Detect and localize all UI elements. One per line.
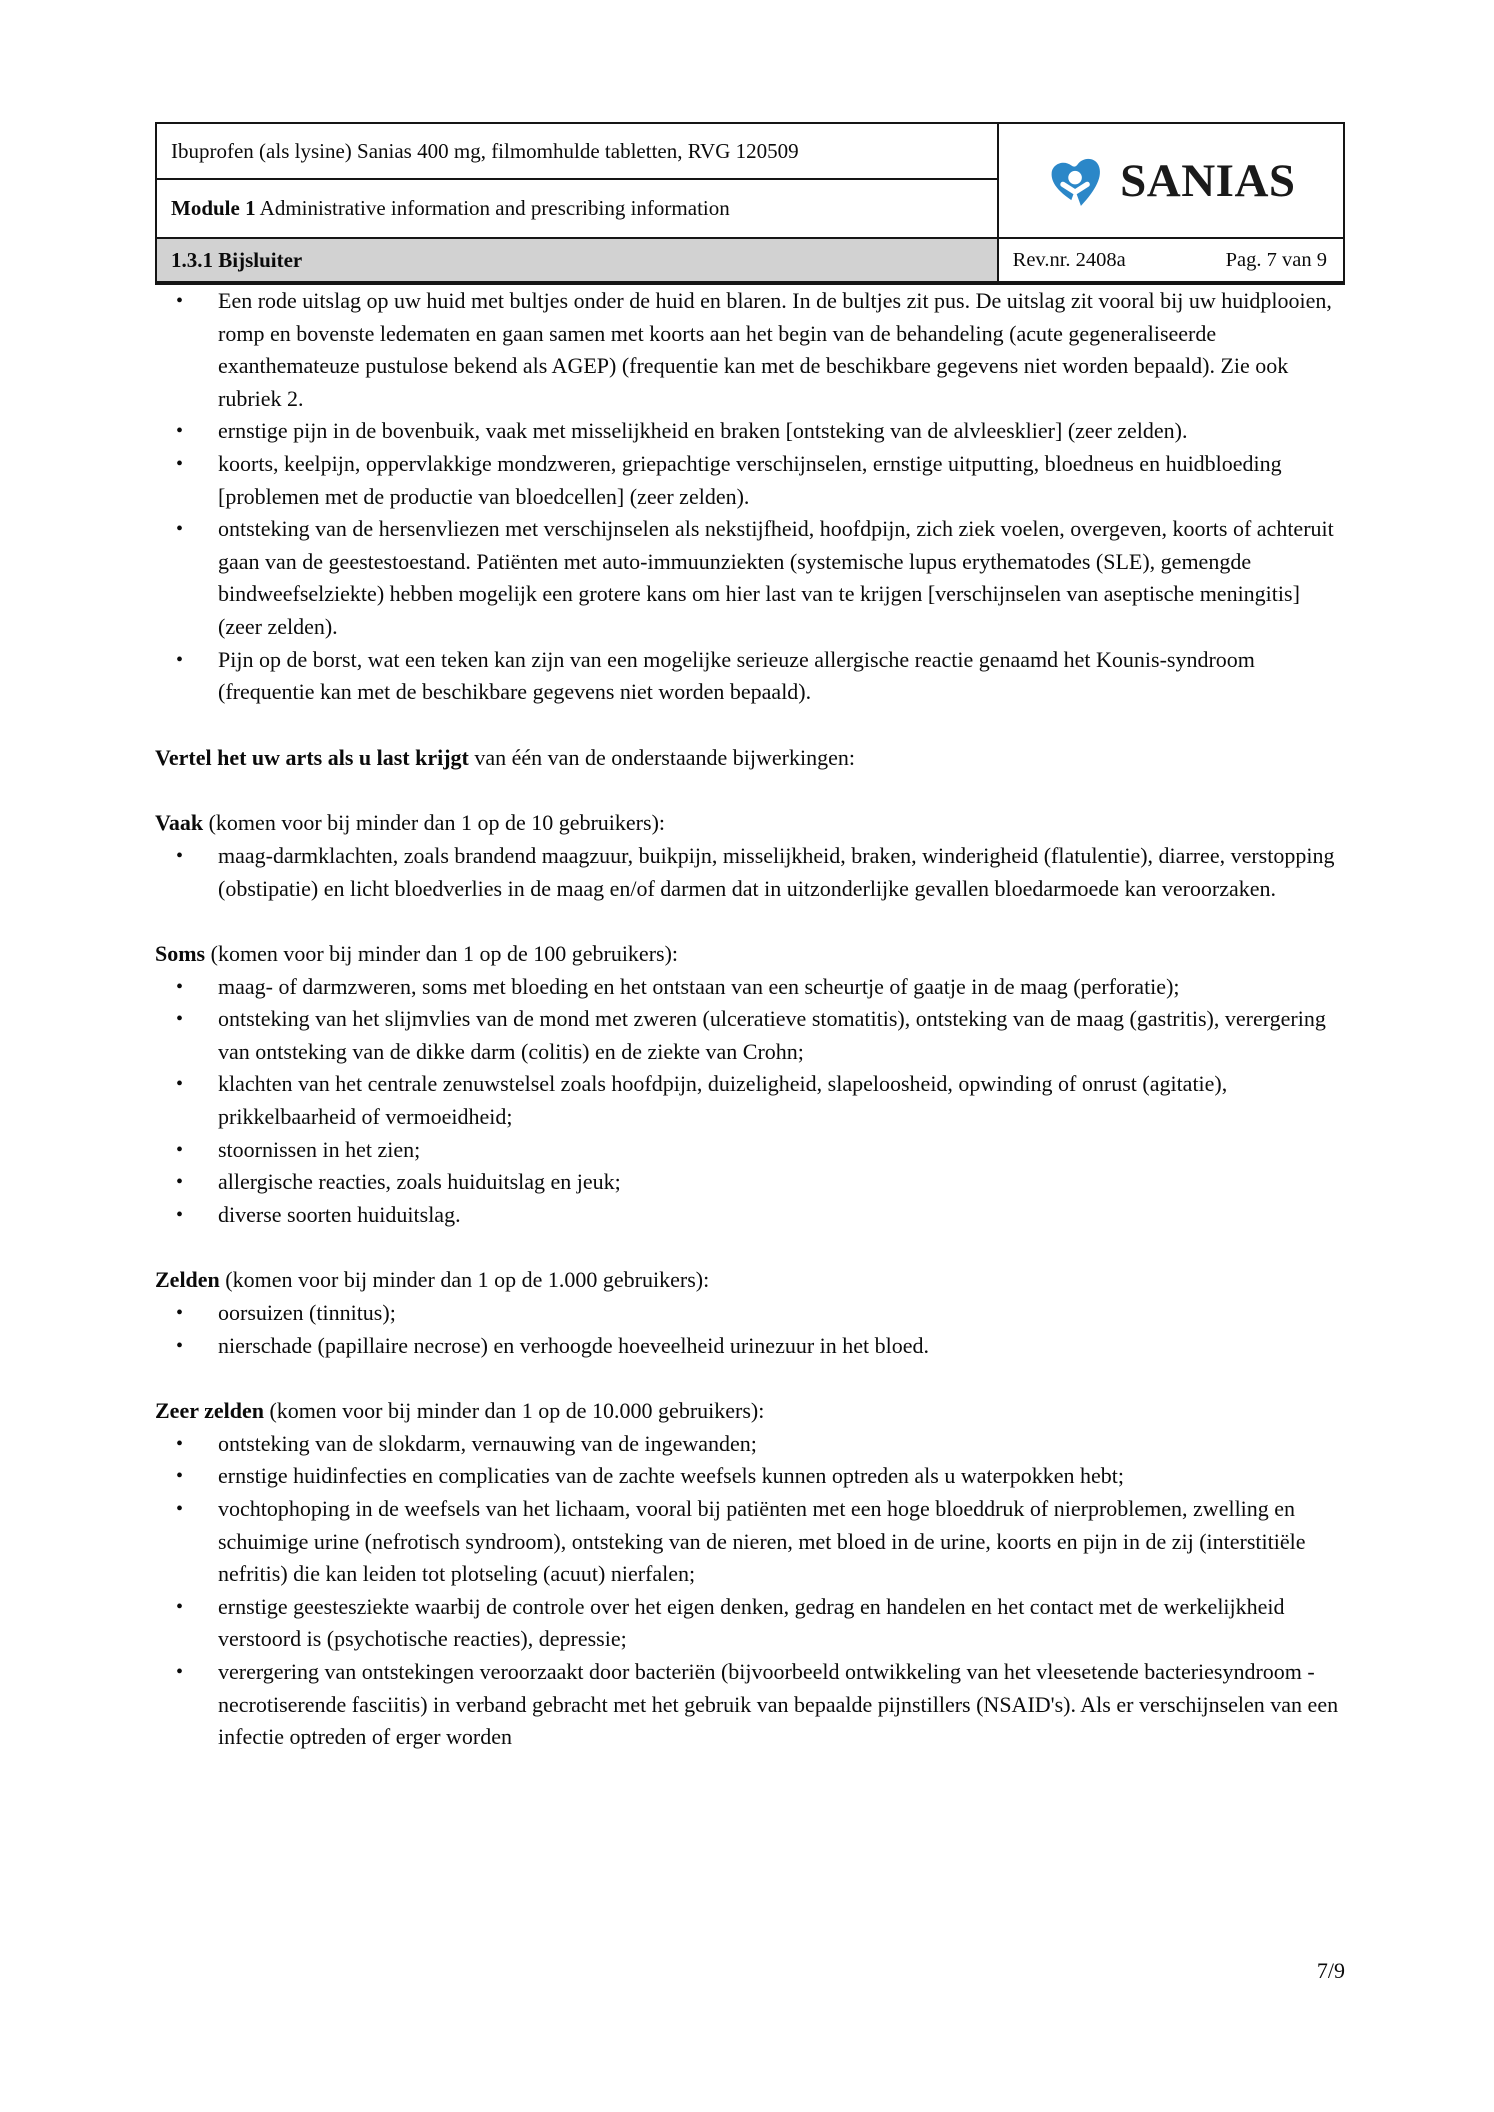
logo-cell (998, 123, 1344, 238)
intro-bullet-list (155, 285, 1345, 709)
frequency-section (155, 807, 1345, 905)
bullet-icon: • (176, 452, 184, 475)
bullet-icon: • (176, 420, 184, 443)
list-item (155, 1297, 1345, 1330)
list-item (155, 644, 1345, 709)
list-item (155, 1166, 1345, 1199)
page-indicator: Pag. 7 van 9 (1225, 248, 1327, 271)
list-item-text: maag-darmklachten, zoals brandend maagzuur, buikpijn, misselijkheid, braken, winderigheid (flatulentie), diarree, verstopping (obstipatie) en licht bloedverlies in de maag en/of darmen dat in uitzonderlijke gevallen bloedarmoede kan veroorzaken. (218, 842, 1335, 901)
bullet-icon: • (176, 844, 184, 867)
bullet-icon: • (176, 1203, 184, 1226)
advice-bold: Vertel het uw arts als u last krijgt (155, 744, 469, 770)
frequency-heading (155, 938, 1345, 971)
module-label: Module 1 (171, 196, 256, 220)
list-item-text: allergische reacties, zoals huiduitslag en jeuk; (218, 1169, 621, 1195)
frequency-label: Zelden (155, 1267, 220, 1293)
list-item (155, 415, 1345, 448)
list-item-text: ernstige huidinfecties en complicaties van de zachte weefsels kunnen optreden als u waterpokken hebt; (218, 1463, 1124, 1489)
list-item-text: koorts, keelpijn, oppervlakkige mondzweren, griepachtige verschijnselen, ernstige uitputting, bloedneus en huidbloeding [problemen met de productie van bloedcellen] (zeer zelden). (218, 450, 1282, 509)
bullet-icon: • (176, 1595, 184, 1618)
header-row-section (156, 238, 1344, 283)
bullet-icon: • (176, 1465, 184, 1488)
list-item-text: ernstige geestesziekte waarbij de controle over het eigen denken, gedrag en handelen en het contact met de werkelijkheid verstoord is (psychotische reacties), depressie; (218, 1593, 1285, 1652)
bullet-icon: • (176, 1073, 184, 1096)
advice-rest: van één van de onderstaande bijwerkingen: (468, 744, 855, 770)
list-item-text: ontsteking van de hersenvliezen met verschijnselen als nekstijfheid, hoofdpijn, zich ziek voelen, overgeven, koorts of achteruit gaan van de geestestoestand. Patiënten met auto-immuunziekten (systemische lupus erythematodes (SLE), gemengde bindweefselziekte) hebben mogelijk een grotere kans om hier last van te krijgen [verschijnselen van aseptische meningitis] (zeer zelden). (218, 516, 1334, 639)
advice-paragraph (155, 742, 1345, 775)
list-item (155, 285, 1345, 415)
document-header-table (155, 122, 1345, 285)
frequency-suffix: (komen voor bij minder dan 1 op de 10 gebruikers): (203, 810, 666, 836)
list-item-text: maag- of darmzweren, soms met bloeding en het ontstaan van een scheurtje of gaatje in de maag (perforatie); (218, 973, 1180, 999)
leaflet-body (155, 285, 1345, 1754)
bullet-icon: • (176, 1660, 184, 1683)
list-item (155, 1134, 1345, 1167)
list-item-text: oorsuizen (tinnitus); (218, 1300, 396, 1326)
frequency-bullet-list (155, 840, 1345, 905)
bullet-icon: • (176, 648, 184, 671)
list-item (155, 513, 1345, 643)
bullet-icon: • (176, 1302, 184, 1325)
bullet-icon: • (176, 1334, 184, 1357)
list-item-text: vochtophoping in de weefsels van het lichaam, vooral bij patiënten met een hoge bloeddruk of nierproblemen, zwelling en schuimige urine (nefrotisch syndroom), ontsteking van de nieren, met bloed in de urine, koorts en pijn in de zij (interstitiële nefritis) die kan leiden tot plotseling (acuut) nierfalen; (218, 1496, 1306, 1587)
list-item-text: ernstige pijn in de bovenbuik, vaak met misselijkheid en braken [ontsteking van de alvleesklier] (zeer zelden). (218, 418, 1188, 444)
list-item (155, 1460, 1345, 1493)
list-item (155, 448, 1345, 513)
list-item-text: diverse soorten huiduitslag. (218, 1201, 461, 1227)
list-item-text: verergering van ontstekingen veroorzaakt door bacteriën (bijvoorbeeld ontwikkeling van het vleesetende bacteriesyndroom - necrotiserende fasciitis) in verband gebracht met het gebruik van bepaalde pijnstillers (NSAID's). Als er verschijnselen van een infectie optreden of erger worden (218, 1658, 1339, 1750)
list-item-text: klachten van het centrale zenuwstelsel zoals hoofdpijn, duizeligheid, slapeloosheid, opwinding of onrust (agitatie), prikkelbaarheid of vermoeidheid; (218, 1071, 1228, 1130)
list-item-text: stoornissen in het zien; (218, 1136, 421, 1162)
list-item (155, 840, 1345, 905)
list-item-text: Pijn op de borst, wat een teken kan zijn van een mogelijke serieuze allergische reactie genaamd het Kounis-syndroom (frequentie kan met de beschikbare gegevens niet worden bepaald). (218, 646, 1255, 705)
bullet-icon: • (176, 975, 184, 998)
frequency-label: Vaak (155, 810, 204, 836)
sanias-logo-text: SANIAS (1120, 154, 1296, 207)
list-item (155, 971, 1345, 1004)
revision-row (999, 239, 1343, 281)
bullet-icon: • (176, 518, 184, 541)
bullet-icon: • (176, 1432, 184, 1455)
header-row-title (156, 123, 1344, 179)
frequency-label: Soms (155, 941, 206, 967)
list-item (155, 1428, 1345, 1461)
frequency-suffix: (komen voor bij minder dan 1 op de 10.000 gebruikers): (263, 1398, 765, 1424)
frequency-suffix: (komen voor bij minder dan 1 op de 1.000 gebruikers): (219, 1267, 710, 1293)
product-title: Ibuprofen (als lysine) Sanias 400 mg, filmomhulde tabletten, RVG 120509 (171, 138, 799, 163)
list-item-text: Een rode uitslag op uw huid met bultjes onder de huid en blaren. In de bultjes zit pus. De uitslag zit vooral bij uw huidplooien, romp en bovenste ledematen en gaan samen met koorts aan het begin van de behandeling (acute gegeneraliseerde exanthemateuze pustulose bekend als AGEP) (frequentie kan met de beschikbare gegevens niet worden bepaald). Zie ook rubriek 2. (218, 288, 1332, 411)
list-item (155, 1330, 1345, 1363)
page-content (155, 0, 1345, 1754)
list-item-text: ontsteking van de slokdarm, vernauwing van de ingewanden; (218, 1430, 757, 1456)
frequency-bullet-list (155, 1297, 1345, 1362)
list-item (155, 1199, 1345, 1232)
revision-cell (998, 238, 1344, 283)
page-number: 7/9 (1316, 1958, 1345, 1983)
frequency-suffix: (komen voor bij minder dan 1 op de 100 gebruikers): (205, 941, 679, 967)
frequency-section (155, 938, 1345, 1231)
list-item (155, 1068, 1345, 1133)
section-label: 1.3.1 Bijsluiter (171, 247, 303, 272)
frequency-heading (155, 807, 1345, 840)
frequency-label: Zeer zelden (155, 1398, 264, 1424)
revision-number: Rev.nr. 2408a (1012, 248, 1126, 271)
bullet-icon: • (176, 1171, 184, 1194)
section-label-cell (156, 238, 998, 283)
frequency-bullet-list (155, 1428, 1345, 1754)
module-cell (156, 179, 998, 238)
frequency-section (155, 1264, 1345, 1362)
frequency-heading (155, 1264, 1345, 1297)
bullet-icon: • (176, 1498, 184, 1520)
list-item (155, 1656, 1345, 1754)
frequency-heading (155, 1395, 1345, 1428)
bullet-icon: • (176, 1008, 184, 1031)
list-item (155, 1591, 1345, 1656)
product-title-cell (156, 123, 998, 179)
frequency-section (155, 1395, 1345, 1754)
bullet-icon: • (176, 1138, 184, 1161)
sanias-logo (999, 124, 1343, 237)
list-item (155, 1003, 1345, 1068)
list-item-text: nierschade (papillaire necrose) en verhoogde hoeveelheid urinezuur in het bloed. (218, 1332, 930, 1358)
frequency-bullet-list (155, 971, 1345, 1232)
list-item-text: ontsteking van het slijmvlies van de mond met zweren (ulceratieve stomatitis), ontsteking van de maag (gastritis), verergering van ontsteking van de dikke darm (colitis) en de ziekte van Crohn; (218, 1006, 1326, 1064)
frequency-sections (155, 807, 1345, 1753)
sanias-heart-icon (1046, 150, 1108, 212)
bullet-icon: • (176, 290, 184, 312)
list-item (155, 1493, 1345, 1591)
module-text: Administrative information and prescribing information (255, 196, 730, 220)
